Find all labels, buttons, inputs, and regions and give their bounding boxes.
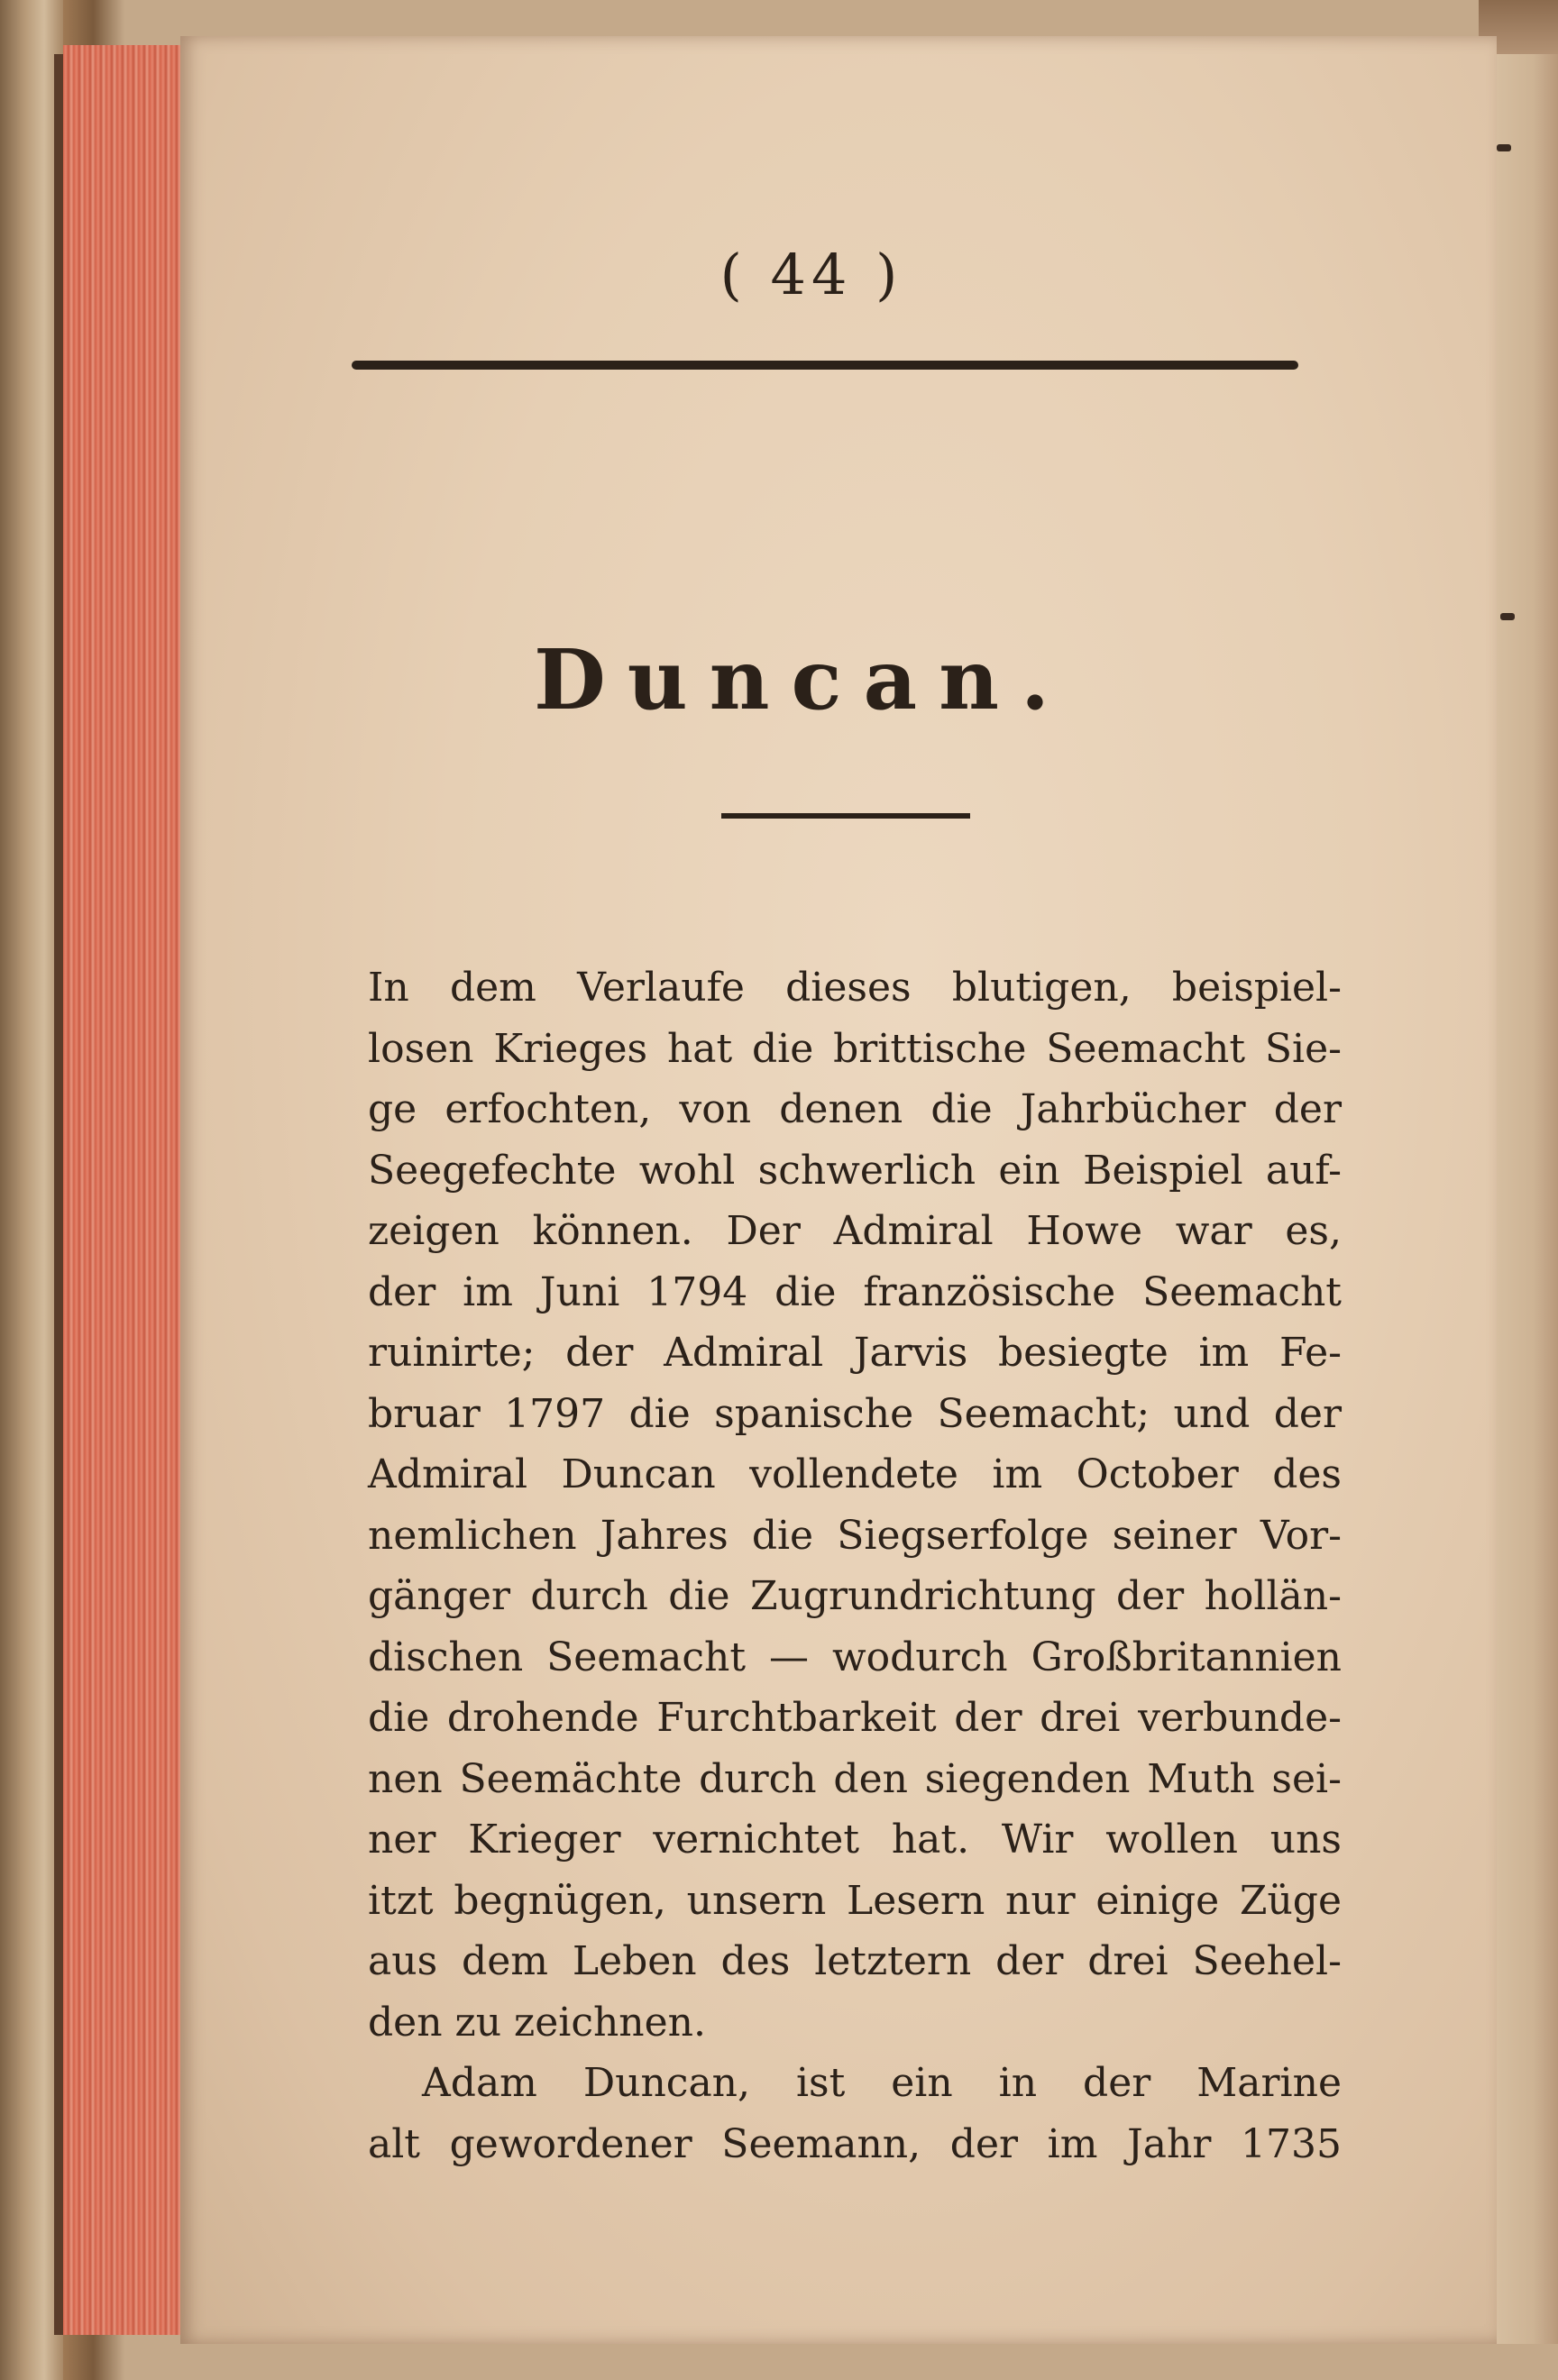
text-line: zeigen können. Der Admiral Howe war es, — [368, 1208, 1342, 1254]
text-line: Seegefechte wohl schwerlich ein Beispiel auf- — [368, 1147, 1342, 1194]
text-line: itzt begnügen, unsern Lesern nur einige Züge — [368, 1877, 1342, 1924]
text-line: die drohende Furchtbarkeit der drei verbunde- — [368, 1695, 1342, 1741]
text-line: ge erfochten, von denen die Jahrbücher der — [368, 1086, 1342, 1132]
text-line: losen Krieges hat die brittische Seemacht Sie- — [368, 1025, 1342, 1072]
facing-page-edge — [1497, 54, 1558, 2344]
chapter-title: Duncan. — [533, 631, 1072, 728]
text-line: ruinirte; der Admiral Jarvis besiegte im Fe- — [368, 1330, 1342, 1376]
text-line: der im Juni 1794 die französische Seemacht — [368, 1268, 1342, 1315]
title-rule — [721, 813, 970, 819]
text-line: nen Seemächte durch den siegenden Muth sei- — [368, 1755, 1342, 1802]
binding-mark — [1497, 144, 1511, 151]
text-line: alt gewordener Seemann, der im Jahr 1735 — [368, 2120, 1342, 2167]
body-text — [368, 957, 1342, 2174]
text-line: ner Krieger vernichtet hat. Wir wollen uns — [368, 1817, 1342, 1863]
text-line: Adam Duncan, ist ein in der Marine — [422, 2060, 1342, 2106]
text-line: gänger durch die Zugrundrichtung der hollän- — [368, 1573, 1342, 1619]
header-rule — [352, 361, 1298, 370]
text-line: dischen Seemacht — wodurch Großbritannien — [368, 1634, 1342, 1680]
text-line: In dem Verlaufe dieses blutigen, beispiel- — [368, 965, 1342, 1011]
page-number: ( 44 ) — [719, 242, 903, 307]
text-line: nemlichen Jahres die Siegserfolge seiner Vor- — [368, 1512, 1342, 1559]
binding-mark — [1500, 613, 1515, 620]
text-line: bruar 1797 die spanische Seemacht; und der — [368, 1390, 1342, 1437]
text-line: Admiral Duncan vollendete im October des — [368, 1451, 1342, 1497]
text-line: den zu zeichnen. — [368, 1999, 707, 2046]
text-line: aus dem Leben des letztern der drei Seehel- — [368, 1938, 1342, 1984]
